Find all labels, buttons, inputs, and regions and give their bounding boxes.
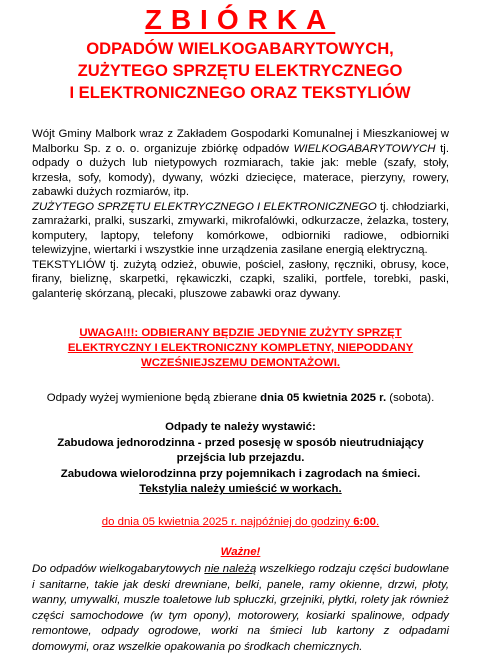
collection-date: dnia 05 kwietnia 2025 r. [260, 392, 387, 404]
intro-text: tj. odpady o dużych lub nietypowych rozmiarach, takie jak: meble (szafy, stoły, krzesła, sofy, komody), dywany, wózki dziecięce, materace, pierzyny, rowery, zabawki dużych rozmiarów, itp. [32, 142, 449, 199]
placement-line: Zabudowa jednorodzinna - przed posesję w sposób nieutrudniający [57, 436, 424, 449]
deadline-time: 6:00 [353, 516, 377, 528]
important-text: wszelkiego rodzaju części budowlane i sanitarne, takie jak deski drewniane, belki, panele, ramy okienne, drzwi, płoty, wanny, umywalki, muszle toaletowe lub spłuczki, grzejniki, płytki, rolety jak również części samochodowe (w tym opony), motorowery, kosiarki spalinowe, odpady remontowe, odpady ogrodowe, worki na śmieci lub kartony z odpadami domowymi, oraz wszelkie opakowania po środkach chemicznych. [32, 563, 449, 653]
deadline-suffix: . [376, 516, 380, 528]
intro-text: Wójt Gminy Malbork wraz z Zakładem Gospodarki Komunalnej i Mieszkaniowej w Malborku Sp. z o. o. organizuje zbiórkę odpadów [32, 128, 449, 155]
intro-bulky [32, 127, 449, 200]
warning-line: UWAGA!!!: ODBIERANY BĘDZIE JEDYNIE ZUŻYTY SPRZĘT [79, 327, 402, 339]
warning-line: ELEKTRYCZNY I ELEKTRONICZNY KOMPLETNY, NIEPODDANY [67, 342, 414, 354]
document-subtitle [0, 38, 480, 104]
document-title: ZBIÓRKA [144, 4, 336, 35]
intro-electro [32, 200, 449, 258]
intro-textiles [32, 258, 449, 302]
intro-text: tj. chłodziarki, zamrażarki, pralki, suszarki, zmywarki, mikrofalówki, odkurzacze, żelazka, tostery, komputery, laptopy, telefony komórkowe, odbiorniki radiowe, odbiorniki telewizyjne, wiertarki i wszystkie inne urządzenia zasilane energią elektryczną. [32, 200, 449, 257]
placement-line: Zabudowa wielorodzinna przy pojemnikach i zagrodach na śmieci. [60, 467, 421, 480]
category-electro: ZUŻYTEGO SPRZĘTU ELEKTRYCZNEGO I ELEKTRONICZNEGO [32, 200, 377, 213]
deadline-prefix: do dnia 05 kwietnia 2025 r. najpóźniej do godziny [101, 516, 354, 528]
intro-text: tj. zużytą odzież, obuwie, pościel, zasłony, ręczniki, obrusy, koce, firany, bieliznę, skarpetki, rękawiczki, czapki, szaliki, portfele, torebki, paski, galanterię skórzaną, plecaki, pluszowe zabawki oraz dywany. [32, 258, 449, 301]
deadline-line [32, 515, 449, 530]
warning-line: WCZEŚNIEJSZEMU DEMONTAŻOWI. [140, 357, 341, 369]
subtitle-line: ZUŻYTEGO SPRZĘTU ELEKTRYCZNEGO [77, 61, 403, 80]
category-bulky: WIELKOGABARYTOWYCH [293, 142, 436, 155]
placement-line: Tekstylia należy umieścić w workach. [139, 483, 342, 496]
placement-line: przejścia lub przejazdu. [176, 452, 305, 465]
important-paragraph [32, 562, 449, 656]
intro-paragraph [32, 127, 449, 302]
category-textiles: TEKSTYLIÓW [32, 258, 106, 271]
placement-heading: Odpady te należy wystawić: [165, 421, 316, 433]
subtitle-line: I ELEKTRONICZNEGO ORAZ TEKSTYLIÓW [69, 83, 411, 102]
collection-date-line [32, 391, 449, 406]
important-text: Do odpadów wielkogabarytowych [32, 563, 205, 575]
collection-suffix: (sobota). [386, 392, 435, 404]
subtitle-line: ODPADÓW WIELKOGABARYTOWYCH, [86, 39, 394, 58]
collection-prefix: Odpady wyżej wymienione będą zbierane [46, 392, 261, 404]
placement-instructions [32, 420, 449, 498]
important-emphasis: nie należą [204, 563, 257, 575]
warning-block [32, 326, 449, 371]
important-heading: Ważne! [220, 546, 261, 558]
